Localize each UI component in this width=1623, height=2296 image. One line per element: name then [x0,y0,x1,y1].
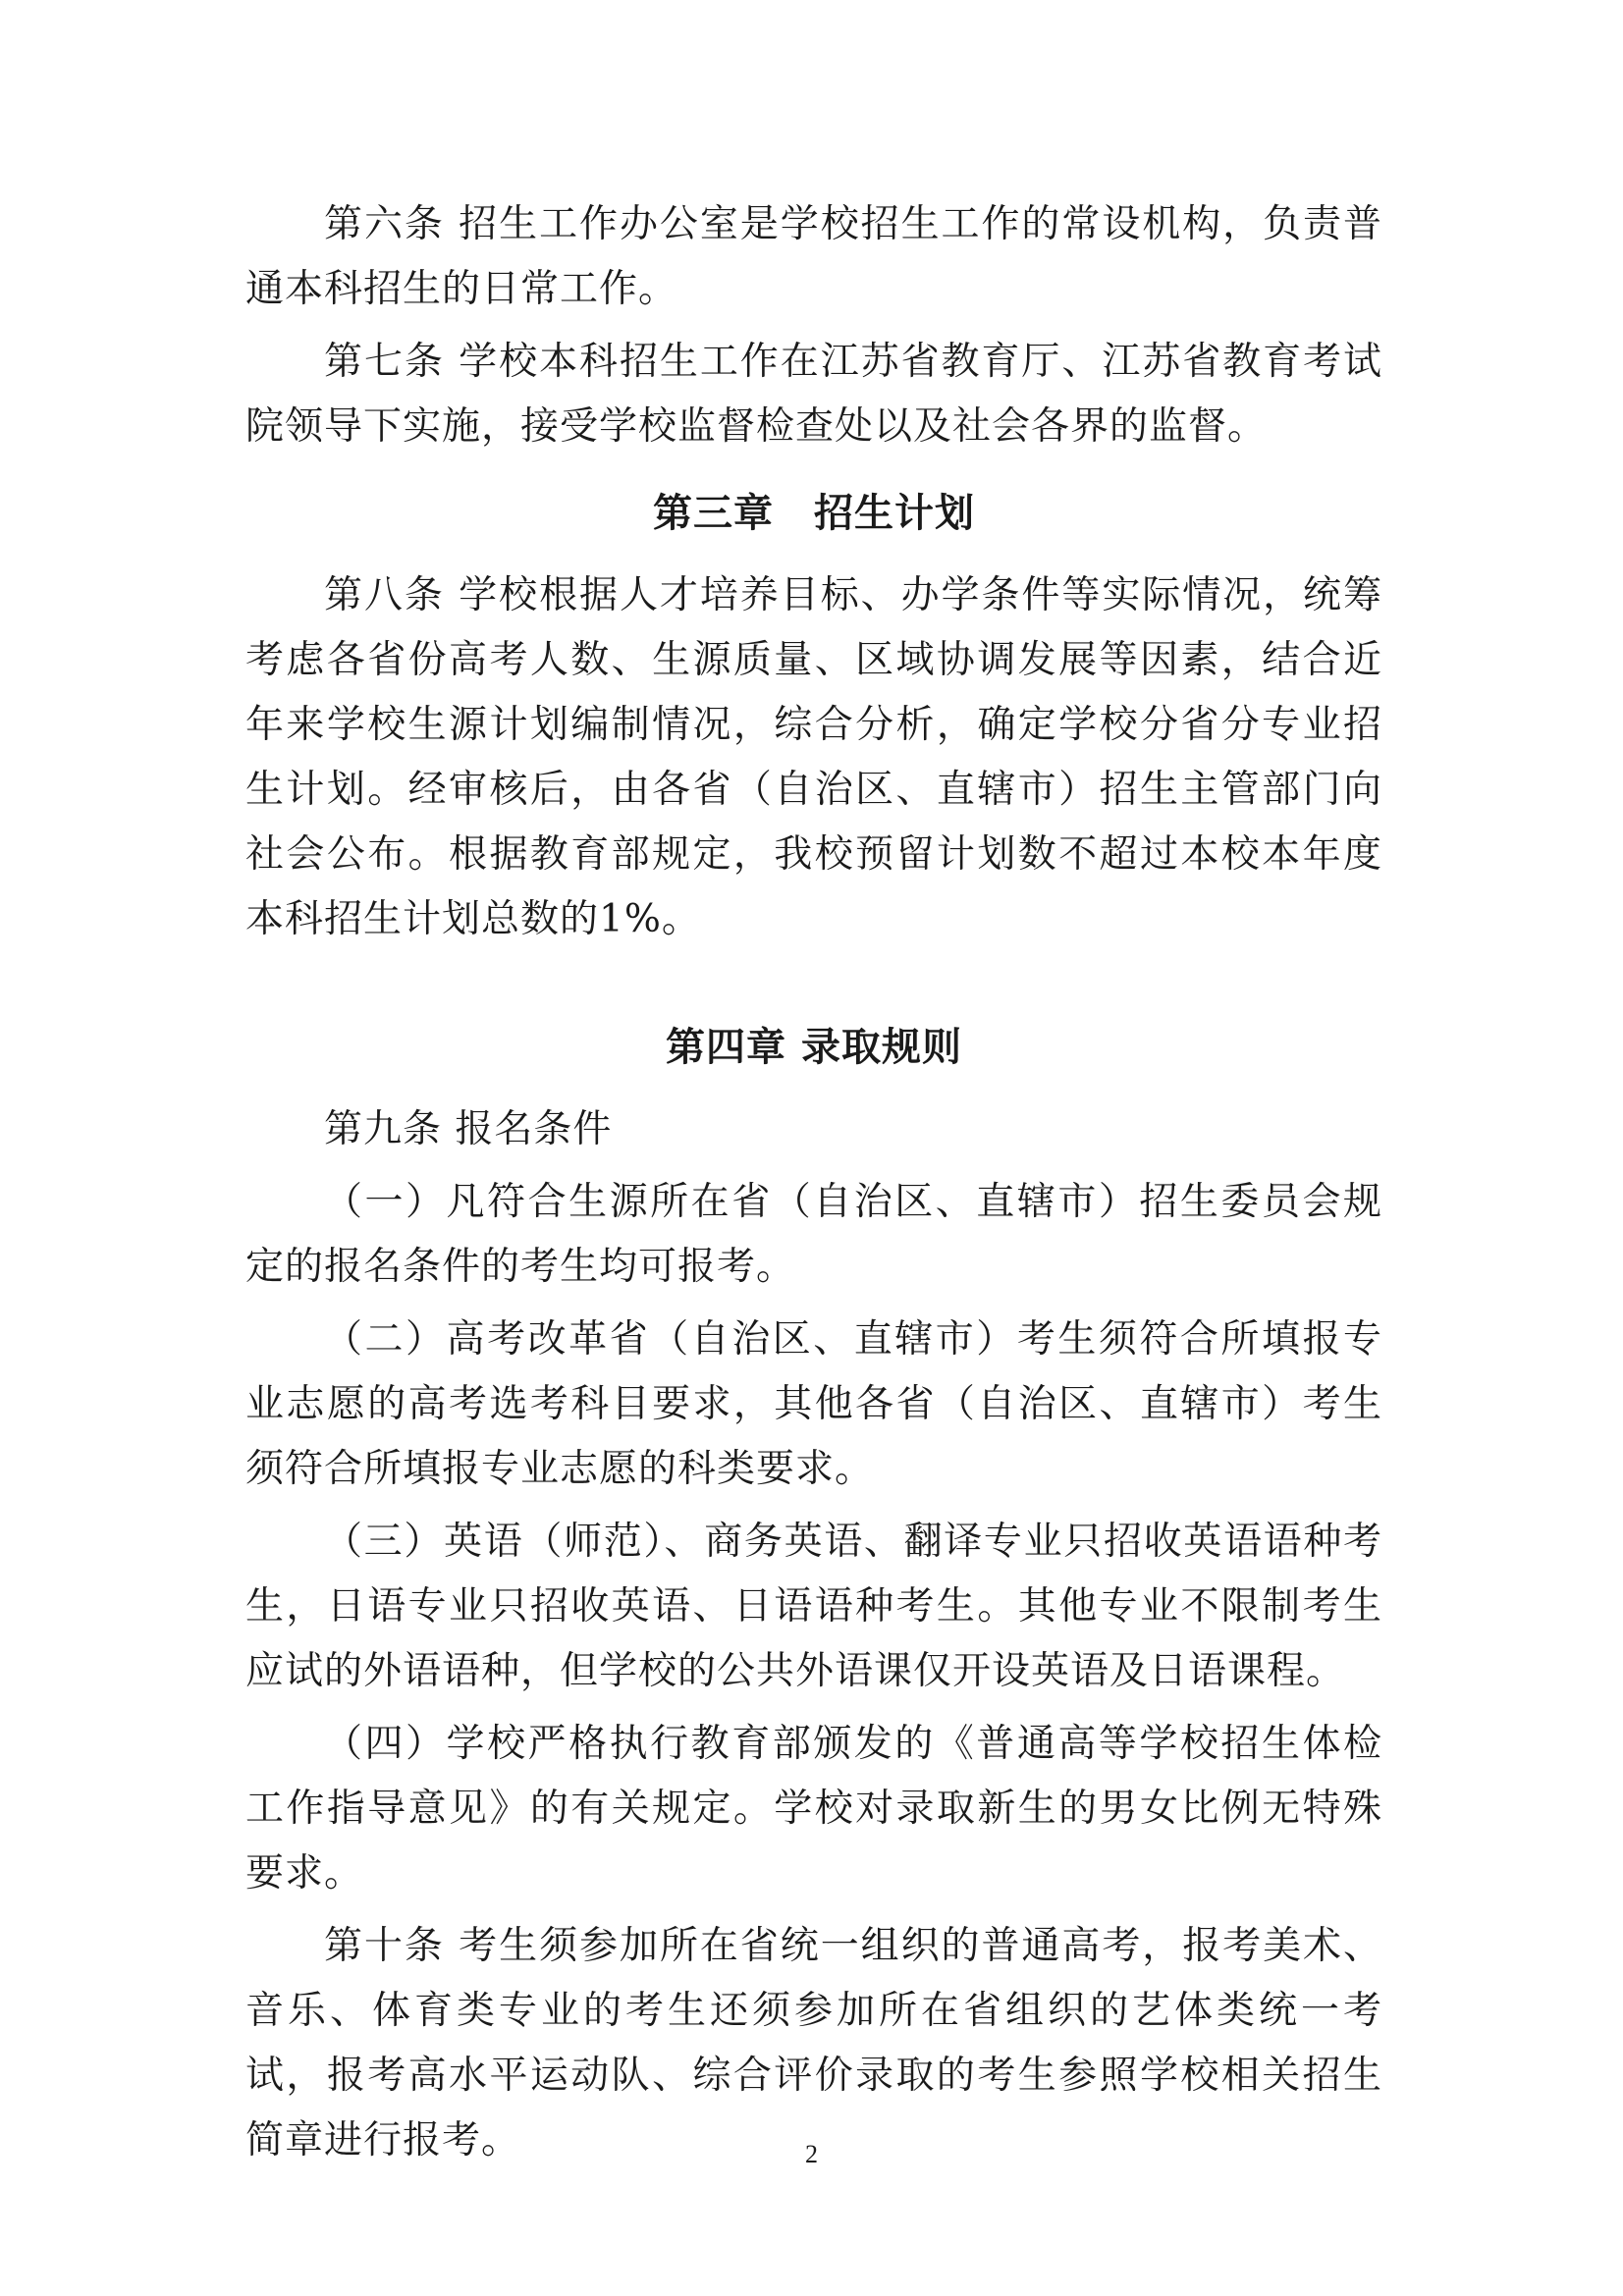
page-number: 2 [805,2140,818,2168]
article-9-item-3: （三）英语（师范）、商务英语、翻译专业只招收英语语种考生，日语专业只招收英语、日语语种考生。其他专业不限制考生应试的外语语种，但学校的公共外语课仅开设英语及日语课程。 [245,1520,1382,1693]
chapter-3-title: 第三章 招生计划 [653,491,975,536]
article-9-item-1: （一）凡符合生源所在省（自治区、直辖市）招生委员会规定的报名条件的考生均可报考。 [245,1180,1382,1289]
article-8: 第八条 学校根据人才培养目标、办学条件等实际情况，统筹考虑各省份高考人数、生源质量、区域协调发展等因素，结合近年来学校生源计划编制情况，综合分析，确定学校分省分专业招生计划。经审核后，由各省（自治区、直辖市）招生主管部门向社会公布。根据教育部规定，我校预留计划数不超过本校本年度本科招生计划总数的1%。 [245,573,1382,941]
article-9: 第九条 报名条件 [324,1107,613,1151]
article-7: 第七条 学校本科招生工作在江苏省教育厅、江苏省教育考试院领导下实施，接受学校监督检查处以及社会各界的监督。 [245,340,1382,449]
article-10: 第十条 考生须参加所在省统一组织的普通高考，报考美术、音乐、体育类专业的考生还须参加所在省组织的艺体类统一考试，报考高水平运动队、综合评价录取的考生参照学校相关招生简章进行报考。 [245,1924,1382,2163]
document-page [245,192,1382,2181]
chapter-4-title: 第四章 录取规则 [666,1025,962,1070]
article-9-item-2: （二）高考改革省（自治区、直辖市）考生须符合所填报专业志愿的高考选考科目要求，其他各省（自治区、直辖市）考生须符合所填报专业志愿的科类要求。 [245,1317,1382,1491]
article-6: 第六条 招生工作办公室是学校招生工作的常设机构，负责普通本科招生的日常工作。 [245,202,1382,311]
article-9-item-4: （四）学校严格执行教育部颁发的《普通高等学校招生体检工作指导意见》的有关规定。学校对录取新生的男女比例无特殊要求。 [245,1722,1382,1896]
